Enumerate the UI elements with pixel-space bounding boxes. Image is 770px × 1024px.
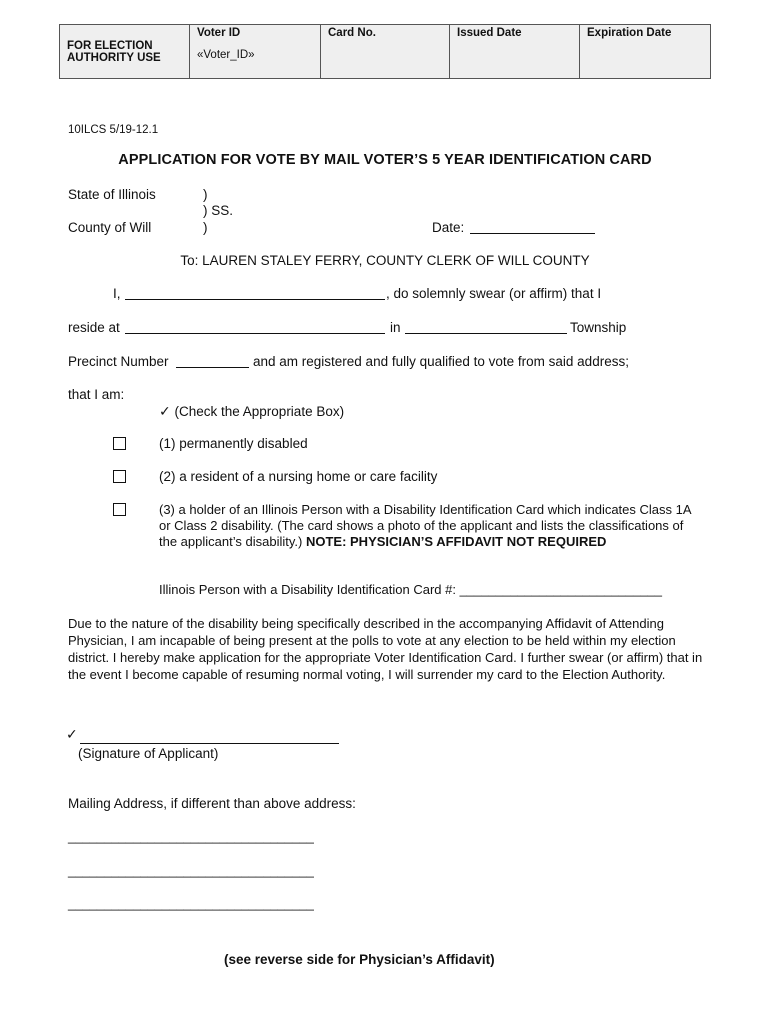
state-label: State of Illinois bbox=[68, 187, 156, 202]
applicant-name-field[interactable] bbox=[125, 299, 385, 300]
county-label: County of Will bbox=[68, 220, 152, 235]
voter-id-label: Voter ID bbox=[197, 27, 241, 39]
township-label: Township bbox=[570, 320, 627, 335]
voter-id-value: «Voter_ID» bbox=[197, 49, 255, 61]
precinct-label: Precinct Number bbox=[68, 354, 169, 369]
option-1-label: (1) permanently disabled bbox=[159, 436, 308, 451]
election-authority-table bbox=[59, 24, 711, 79]
addressee: To: LAUREN STALEY FERRY, COUNTY CLERK OF WILL COUNTY bbox=[180, 253, 590, 268]
reverse-side-note: (see reverse side for Physician’s Affidavit) bbox=[224, 952, 495, 967]
venue-ss: ) SS. bbox=[203, 203, 234, 218]
option-2-label: (2) a resident of a nursing home or care facility bbox=[159, 469, 438, 484]
option-1-checkbox[interactable] bbox=[113, 437, 126, 450]
mailing-address-label: Mailing Address, if different than above address: bbox=[68, 796, 356, 811]
signature-label: (Signature of Applicant) bbox=[78, 746, 219, 761]
venue-paren-1: ) bbox=[203, 187, 208, 202]
disability-card-number-label: Illinois Person with a Disability Identification Card #: ____________________________ bbox=[159, 582, 663, 597]
registered-text: and am registered and fully qualified to vote from said address; bbox=[253, 354, 629, 369]
issued-date-label: Issued Date bbox=[450, 25, 580, 79]
statute-reference: 10ILCS 5/19-12.1 bbox=[68, 124, 159, 136]
option-2-checkbox[interactable] bbox=[113, 470, 126, 483]
precinct-number-field[interactable] bbox=[176, 367, 249, 368]
option-3-checkbox[interactable] bbox=[113, 503, 126, 516]
authority-use-label: FOR ELECTION AUTHORITY USE bbox=[60, 25, 190, 79]
signature-checkmark-icon: ✓ bbox=[66, 727, 78, 743]
residence-address-field[interactable] bbox=[125, 333, 385, 334]
mailing-address-line-2[interactable]: __________________________________ bbox=[68, 863, 314, 878]
card-no-label: Card No. bbox=[321, 25, 450, 79]
reside-at-label: reside at bbox=[68, 320, 120, 335]
check-instruction-text: (Check the Appropriate Box) bbox=[174, 404, 345, 419]
page-title: APPLICATION FOR VOTE BY MAIL VOTER’S 5 YEAR IDENTIFICATION CARD bbox=[118, 152, 652, 168]
voter-id-cell bbox=[190, 25, 321, 79]
oath-prefix: I, bbox=[113, 286, 121, 301]
check-instruction bbox=[159, 404, 344, 420]
date-label: Date: bbox=[432, 220, 465, 235]
venue-paren-3: ) bbox=[203, 220, 208, 235]
signature-field[interactable] bbox=[80, 743, 339, 744]
mailing-address-line-3[interactable]: __________________________________ bbox=[68, 896, 314, 911]
option-3-text: (3) a holder of an Illinois Person with a Disability Identification Card which indicates Class 1A or Class 2 disability. (The card shows a photo of the applicant and lists the classifications of the applicant’s disability.) bbox=[159, 502, 691, 549]
expiration-date-label: Expiration Date bbox=[580, 25, 711, 79]
mailing-address-line-1[interactable]: __________________________________ bbox=[68, 829, 314, 844]
township-field[interactable] bbox=[405, 333, 567, 334]
option-3-label bbox=[159, 502, 694, 550]
option-3-note: NOTE: PHYSICIAN’S AFFIDAVIT NOT REQUIRED bbox=[305, 534, 607, 549]
date-field[interactable] bbox=[470, 233, 595, 234]
in-label: in bbox=[390, 320, 401, 335]
oath-suffix: , do solemnly swear (or affirm) that I bbox=[386, 286, 602, 301]
incapacity-statement: Due to the nature of the disability being specifically described in the accompanying Affidavit of Attending Physician, I am incapable of being present at the polls to vote at any election to be held within my election district. I hereby make application for the appropriate Voter Identification Card. I further swear (or affirm) that in the event I become capable of resuming normal voting, I will surrender my card to the Election Authority. bbox=[68, 616, 703, 682]
that-i-am-label: that I am: bbox=[68, 387, 125, 402]
checkmark-icon: ✓ bbox=[159, 404, 171, 420]
